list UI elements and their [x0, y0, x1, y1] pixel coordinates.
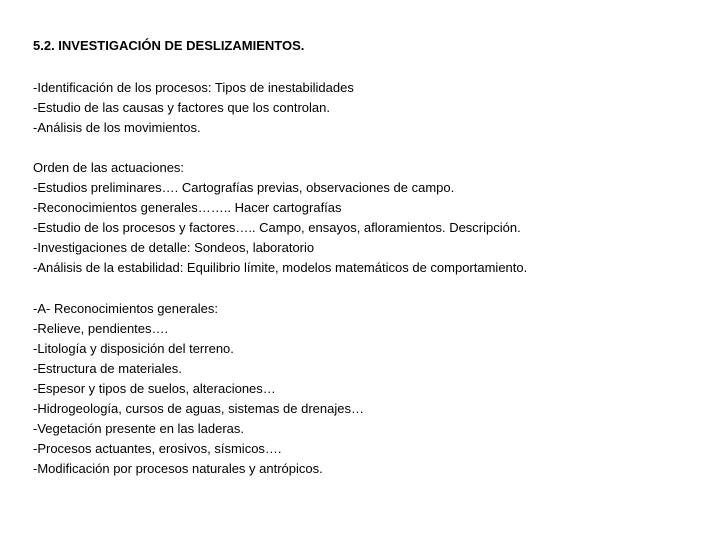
list-heading: Orden de las actuaciones:: [33, 160, 185, 175]
list-item: -Investigaciones de detalle: Sondeos, laboratorio: [33, 240, 315, 255]
list-item: -Reconocimientos generales…….. Hacer cartografías: [33, 200, 342, 215]
list-item: -Modificación por procesos naturales y antrópicos.: [33, 461, 323, 476]
list-item: -Identificación de los procesos: Tipos de inestabilidades: [33, 80, 354, 95]
list-item: -Procesos actuantes, erosivos, sísmicos….: [33, 441, 282, 456]
list-item: -Vegetación presente en las laderas.: [33, 421, 245, 436]
list-item: -Estructura de materiales.: [33, 361, 182, 376]
list-item: -Estudio de los procesos y factores….. Campo, ensayos, afloramientos. Descripción.: [33, 220, 521, 235]
list-item: -Estudio de las causas y factores que los controlan.: [33, 100, 330, 115]
actions-order-list: [33, 158, 527, 278]
list-item: -Hidrogeología, cursos de aguas, sistemas de drenajes…: [33, 401, 364, 416]
list-item: -Litología y disposición del terreno.: [33, 341, 234, 356]
general-survey-list: [33, 299, 364, 479]
page-title: 5.2. INVESTIGACIÓN DE DESLIZAMIENTOS.: [33, 38, 305, 53]
list-item: -Espesor y tipos de suelos, alteraciones…: [33, 381, 276, 396]
objectives-list: [33, 78, 354, 138]
list-item: -Análisis de la estabilidad: Equilibrio límite, modelos matemáticos de comportamiento.: [33, 260, 528, 275]
list-item: -Estudios preliminares…. Cartografías previas, observaciones de campo.: [33, 180, 455, 195]
list-item: -Análisis de los movimientos.: [33, 120, 201, 135]
list-heading: -A- Reconocimientos generales:: [33, 301, 218, 316]
list-item: -Relieve, pendientes….: [33, 321, 169, 336]
